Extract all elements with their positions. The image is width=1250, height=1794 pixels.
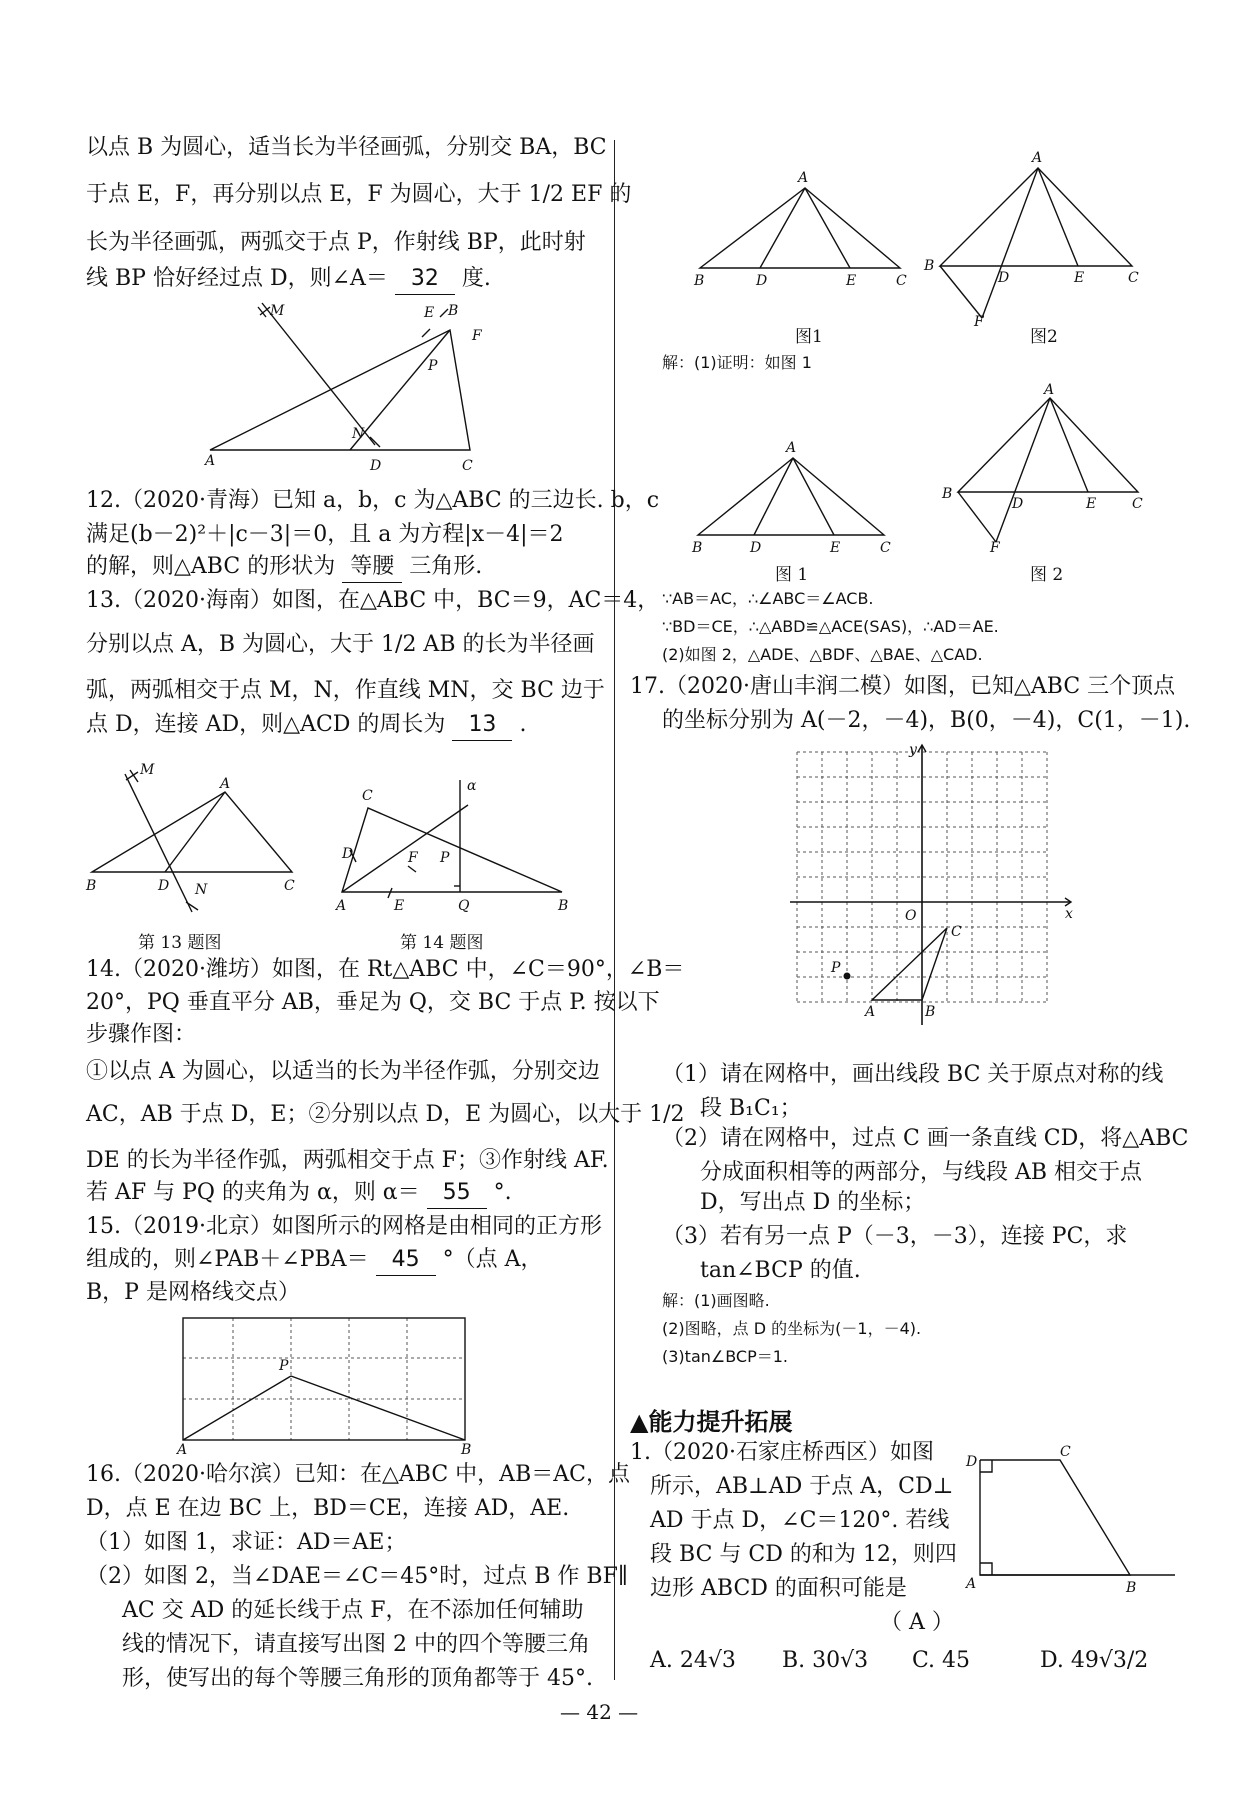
svg-text:A: A: [205, 453, 216, 469]
svg-text:A: A: [220, 776, 231, 792]
svg-text:C: C: [1128, 270, 1139, 286]
svg-text:A: A: [798, 170, 809, 186]
svg-text:C: C: [951, 924, 962, 940]
q13-line1: 13.（2020·海南）如图，在△ABC 中，BC＝9，AC＝4，: [86, 588, 660, 613]
q1-option-c: C. 45: [912, 1648, 971, 1673]
q17-solution-3: (3)tan∠BCP＝1.: [662, 1347, 789, 1366]
svg-text:B: B: [86, 878, 97, 894]
q17-line1: 17.（2020·唐山丰润二模）如图，已知△ABC 三个顶点: [630, 674, 1176, 699]
svg-text:D: D: [750, 540, 762, 555]
svg-text:F: F: [472, 328, 482, 344]
svg-text:M: M: [140, 762, 155, 778]
svg-text:M: M: [270, 303, 285, 319]
q15-line2: [86, 1245, 542, 1276]
q13-answer: 13: [452, 710, 512, 741]
svg-text:F: F: [990, 540, 1000, 555]
svg-text:B: B: [924, 258, 935, 274]
q1-line2: 所示，AB⊥AD 于点 A，CD⊥: [650, 1474, 954, 1499]
q11-figure: [200, 295, 490, 475]
svg-text:Q: Q: [458, 898, 470, 914]
q14-line7: [86, 1178, 512, 1209]
svg-text:D: D: [998, 270, 1010, 286]
q17-part2: （2）请在网格中，过点 C 画一条直线 CD，将△ABC: [662, 1126, 1189, 1151]
svg-text:P: P: [428, 358, 438, 374]
q16-sol-fig2: [938, 380, 1148, 555]
q17-solution-1: 解：(1)画图略.: [662, 1291, 770, 1310]
q12-answer: 等腰: [342, 552, 402, 583]
q14-answer: 55: [427, 1178, 487, 1209]
q14-line1: 14.（2020·潍坊）如图，在 Rt△ABC 中，∠C＝90°，∠B＝: [86, 957, 685, 982]
q14-line4: ①以点 A 为圆心，以适当的长为半径作弧，分别交边: [86, 1059, 600, 1084]
svg-text:B: B: [925, 1004, 936, 1020]
q15-text: 组成的，则∠PAB＋∠PBA＝: [86, 1247, 369, 1272]
q11-line4: [86, 264, 491, 295]
q15-answer: 45: [376, 1245, 436, 1276]
q1-line3: AD 于点 D，∠C＝120°. 若线: [650, 1508, 950, 1533]
svg-text:D: D: [756, 273, 768, 288]
svg-text:E: E: [846, 273, 857, 288]
q14-text: 若 AF 与 PQ 的夹角为 α，则 α＝: [86, 1180, 420, 1205]
svg-text:D: D: [1012, 496, 1024, 512]
svg-text:N: N: [195, 882, 208, 898]
q1-option-d: D. 49√3/2: [1040, 1648, 1149, 1673]
svg-text:E: E: [1074, 270, 1085, 286]
svg-text:B: B: [942, 486, 953, 502]
svg-text:P: P: [831, 960, 841, 976]
q15-text-end: °（点 A，: [442, 1247, 543, 1272]
page-number: — 42 —: [560, 1700, 639, 1724]
svg-text:F: F: [408, 850, 418, 866]
q12-line3: [86, 552, 482, 583]
svg-text:B: B: [692, 540, 703, 555]
svg-text:C: C: [362, 788, 373, 804]
svg-text:A: A: [177, 1442, 188, 1455]
svg-text:A: A: [786, 440, 797, 456]
svg-text:E: E: [830, 540, 841, 555]
q1-option-b: B. 30√3: [782, 1648, 869, 1673]
svg-text:B: B: [694, 273, 705, 288]
q11-line2: 于点 E，F，再分别以点 E，F 为圆心，大于 1/2 EF 的: [86, 182, 632, 207]
q16-solution-4: (2)如图 2，△ADE、△BDF、△BAE、△CAD.: [662, 645, 983, 664]
svg-text:A: A: [1044, 382, 1055, 398]
svg-text:P: P: [440, 850, 450, 866]
q1-line4: 段 BC 与 CD 的和为 12，则四: [650, 1542, 957, 1567]
q13-figure: [80, 762, 310, 922]
q16-line3: （1）如图 1，求证：AD＝AE；: [86, 1530, 407, 1555]
q16-line2: D，点 E 在边 BC 上，BD＝CE，连接 AD，AE.: [86, 1496, 570, 1521]
q17-part1b: 段 B₁C₁；: [700, 1096, 802, 1121]
q15-line1: 15.（2019·北京）如图所示的网格是由相同的正方形: [86, 1214, 602, 1239]
q11-line1: 以点 B 为圆心，适当长为半径画弧，分别交 BA，BC: [86, 135, 607, 160]
svg-text:C: C: [896, 273, 907, 288]
svg-text:C: C: [1060, 1444, 1071, 1460]
q1-answer: （ A ）: [880, 1610, 954, 1635]
q12-line2: 满足(b－2)²＋|c－3|＝0，且 a 为方程|x－4|＝2: [86, 522, 564, 547]
q11-text: 线 BP 恰好经过点 D，则∠A＝: [86, 266, 388, 291]
q16-fig1: [690, 168, 920, 288]
column-divider: [614, 140, 615, 1680]
svg-text:B: B: [461, 1442, 472, 1455]
svg-text:A: A: [336, 898, 347, 914]
q15-grid-figure: [175, 1310, 485, 1455]
q14-figure: [330, 770, 580, 920]
q14-line6: DE 的长为半径作弧，两弧相交于点 F；③作射线 AF.: [86, 1148, 609, 1173]
q17-coordinate-grid: [785, 740, 1075, 1030]
q1-option-a: A. 24√3: [650, 1648, 736, 1673]
q14-text-end: °.: [493, 1180, 512, 1205]
q16-solution-2: ∵AB＝AC，∴∠ABC＝∠ACB.: [662, 589, 874, 608]
q16-sol-fig2-caption: 图 2: [1030, 565, 1064, 585]
svg-text:A: A: [1032, 150, 1043, 166]
svg-text:E: E: [394, 898, 405, 914]
svg-text:D: D: [966, 1454, 978, 1470]
svg-text:y: y: [909, 742, 917, 758]
q16-line1: 16.（2020·哈尔滨）已知：在△ABC 中，AB＝AC，点: [86, 1462, 630, 1487]
q13-line2: 分别以点 A，B 为圆心，大于 1/2 AB 的长为半径画: [86, 632, 595, 657]
svg-text:C: C: [1132, 496, 1143, 512]
svg-text:α: α: [467, 778, 477, 794]
section-title: [630, 1402, 792, 1437]
q16-line6: 线的情况下，请直接写出图 2 中的四个等腰三角: [122, 1632, 590, 1657]
svg-text:P: P: [279, 1358, 289, 1374]
q12-line1: 12.（2020·青海）已知 a，b，c 为△ABC 的三边长. b，c: [86, 488, 660, 513]
q1-line1: 1.（2020·石家庄桥西区）如图: [630, 1440, 934, 1465]
q11-answer: 32: [395, 264, 455, 295]
q11-line3: 长为半径画弧，两弧交于点 P，作射线 BP，此时射: [86, 230, 586, 255]
svg-text:D: D: [158, 878, 170, 894]
q14-line2: 20°，PQ 垂直平分 AB，垂足为 Q，交 BC 于点 P. 按以下: [86, 990, 660, 1015]
q17-line2: 的坐标分别为 A(－2，－4)，B(0，－4)，C(1，－1).: [662, 708, 1191, 733]
q16-fig2: [920, 148, 1150, 328]
q13-caption: 第 13 题图: [138, 933, 222, 953]
q16-fig1-caption: 图1: [795, 327, 823, 347]
svg-text:C: C: [880, 540, 891, 555]
q17-part3b: tan∠BCP 的值.: [700, 1258, 861, 1283]
svg-text:C: C: [284, 878, 295, 894]
svg-text:B: B: [558, 898, 569, 914]
q13-line3: 弧，两弧相交于点 M，N，作直线 MN，交 BC 边于: [86, 678, 605, 703]
q16-line4: （2）如图 2，当∠DAE＝∠C＝45°时，过点 B 作 BF∥: [86, 1564, 629, 1589]
q16-fig2-caption: 图2: [1030, 327, 1058, 347]
q14-line5: AC，AB 于点 D，E；②分别以点 D，E 为圆心，以大于 1/2: [86, 1102, 685, 1127]
q16-solution-1: 解：(1)证明：如图 1: [662, 353, 812, 372]
q16-sol-fig1: [688, 440, 898, 555]
q16-sol-fig1-caption: 图 1: [775, 565, 809, 585]
q15-line3: B，P 是网格线交点）: [86, 1280, 300, 1305]
q11-text-end: 度.: [461, 266, 491, 291]
q12-text: 的解，则△ABC 的形状为: [86, 554, 336, 579]
q1-line5: 边形 ABCD 的面积可能是: [650, 1576, 907, 1601]
svg-text:B: B: [1126, 1580, 1137, 1596]
svg-text:F: F: [974, 314, 984, 328]
q14-caption: 第 14 题图: [400, 933, 484, 953]
svg-text:E: E: [1086, 496, 1097, 512]
q17-part2c: D，写出点 D 的坐标；: [700, 1190, 926, 1215]
triangle-icon: ▲: [630, 1408, 649, 1436]
svg-text:D: D: [370, 458, 382, 474]
q17-part2b: 分成面积相等的两部分，与线段 AB 相交于点: [700, 1160, 1143, 1185]
svg-text:N: N: [352, 426, 365, 442]
svg-text:E: E: [424, 305, 435, 321]
q16-solution-3: ∵BD＝CE，∴△ABD≌△ACE(SAS)，∴AD＝AE.: [662, 617, 999, 636]
svg-text:A: A: [966, 1576, 977, 1592]
svg-text:B: B: [448, 303, 459, 319]
q16-line7: 形，使写出的每个等腰三角形的顶角都等于 45°.: [122, 1666, 593, 1691]
q1-figure: [960, 1440, 1190, 1610]
svg-text:x: x: [1065, 906, 1073, 922]
q17-part3: （3）若有另一点 P（－3，－3），连接 PC，求: [662, 1224, 1128, 1249]
q13-line4: [86, 710, 526, 741]
q17-part1: （1）请在网格中，画出线段 BC 关于原点对称的线: [662, 1062, 1164, 1087]
section-title-text: 能力提升拓展: [648, 1408, 793, 1436]
q16-line5: AC 交 AD 的延长线于点 F，在不添加任何辅助: [122, 1598, 584, 1623]
q13-text: 点 D，连接 AD，则△ACD 的周长为: [86, 712, 446, 737]
q14-line3: 步骤作图：: [86, 1022, 197, 1047]
svg-text:C: C: [462, 458, 473, 474]
q12-text-end: 三角形.: [409, 554, 483, 579]
svg-text:D: D: [342, 846, 354, 862]
svg-text:O: O: [905, 908, 917, 924]
q17-solution-2: (2)图略，点 D 的坐标为(－1，－4).: [662, 1319, 922, 1338]
q13-text-end: .: [519, 712, 527, 737]
svg-text:A: A: [865, 1004, 876, 1020]
